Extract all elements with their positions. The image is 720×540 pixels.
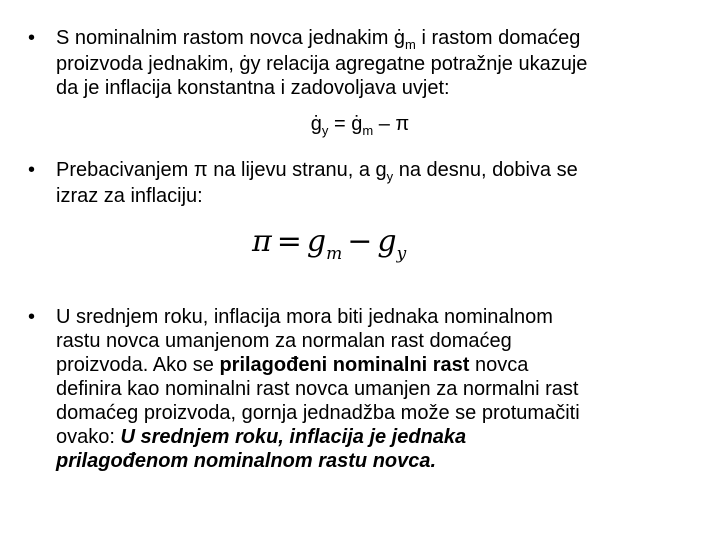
bullet-3-line-3: proizvoda. Ako se prilagođeni nominalni rast novca bbox=[56, 354, 529, 376]
bullet-3-marker: • bbox=[28, 306, 36, 328]
bullet-3-text bbox=[56, 305, 696, 473]
bullet-3-line-6: ovako: U srednjem roku, inflacija je jednaka bbox=[56, 426, 467, 448]
bullet-1-line-1: S nominalnim rastom novca jednakim $ġ_m$ i rastom domaćeg bbox=[56, 27, 581, 52]
conclusion-text: U srednjem roku, inflacija je jednaka bbox=[120, 426, 467, 448]
bullet-2-marker: • bbox=[28, 159, 36, 181]
equation-gy: $ġ_y$ = $ġ_m$ – π bbox=[310, 113, 410, 138]
bullet-3-line-1: U srednjem roku, inflacija mora biti jednaka nominalnom bbox=[56, 306, 553, 328]
bullet-2-line-1: Prebacivanjem π na lijevu stranu, a $g_y$ na desnu, dobiva se bbox=[56, 159, 578, 184]
bullet-2-text bbox=[56, 158, 696, 208]
inflation-formula: $\pi = g_m - g_y$ bbox=[252, 224, 407, 264]
bullet-3-line-7: prilagođenom nominalnom rastu novca. bbox=[56, 450, 437, 472]
bullet-3-line-2: rastu novca umanjenom za normalan rast domaćeg bbox=[56, 330, 512, 352]
bullet-1-line-3: da je inflacija konstantna i zadovoljava uvjet: bbox=[56, 77, 450, 99]
bold-term: prilagođeni nominalni rast bbox=[219, 354, 470, 376]
bullet-3-line-5: domaćeg proizvoda, gornja jednadžba može se protumačiti bbox=[56, 402, 580, 424]
bullet-1-text bbox=[56, 26, 696, 100]
bullet-1-line-2: proizvoda jednakim, ġy relacija agregatne potražnje ukazuje bbox=[56, 53, 588, 75]
bullet-1-marker: • bbox=[28, 27, 36, 49]
bullet-3-line-4: definira kao nominalni rast novca umanjen za normalni rast bbox=[56, 378, 579, 400]
bullet-2-line-2: izraz za inflaciju: bbox=[56, 185, 203, 207]
